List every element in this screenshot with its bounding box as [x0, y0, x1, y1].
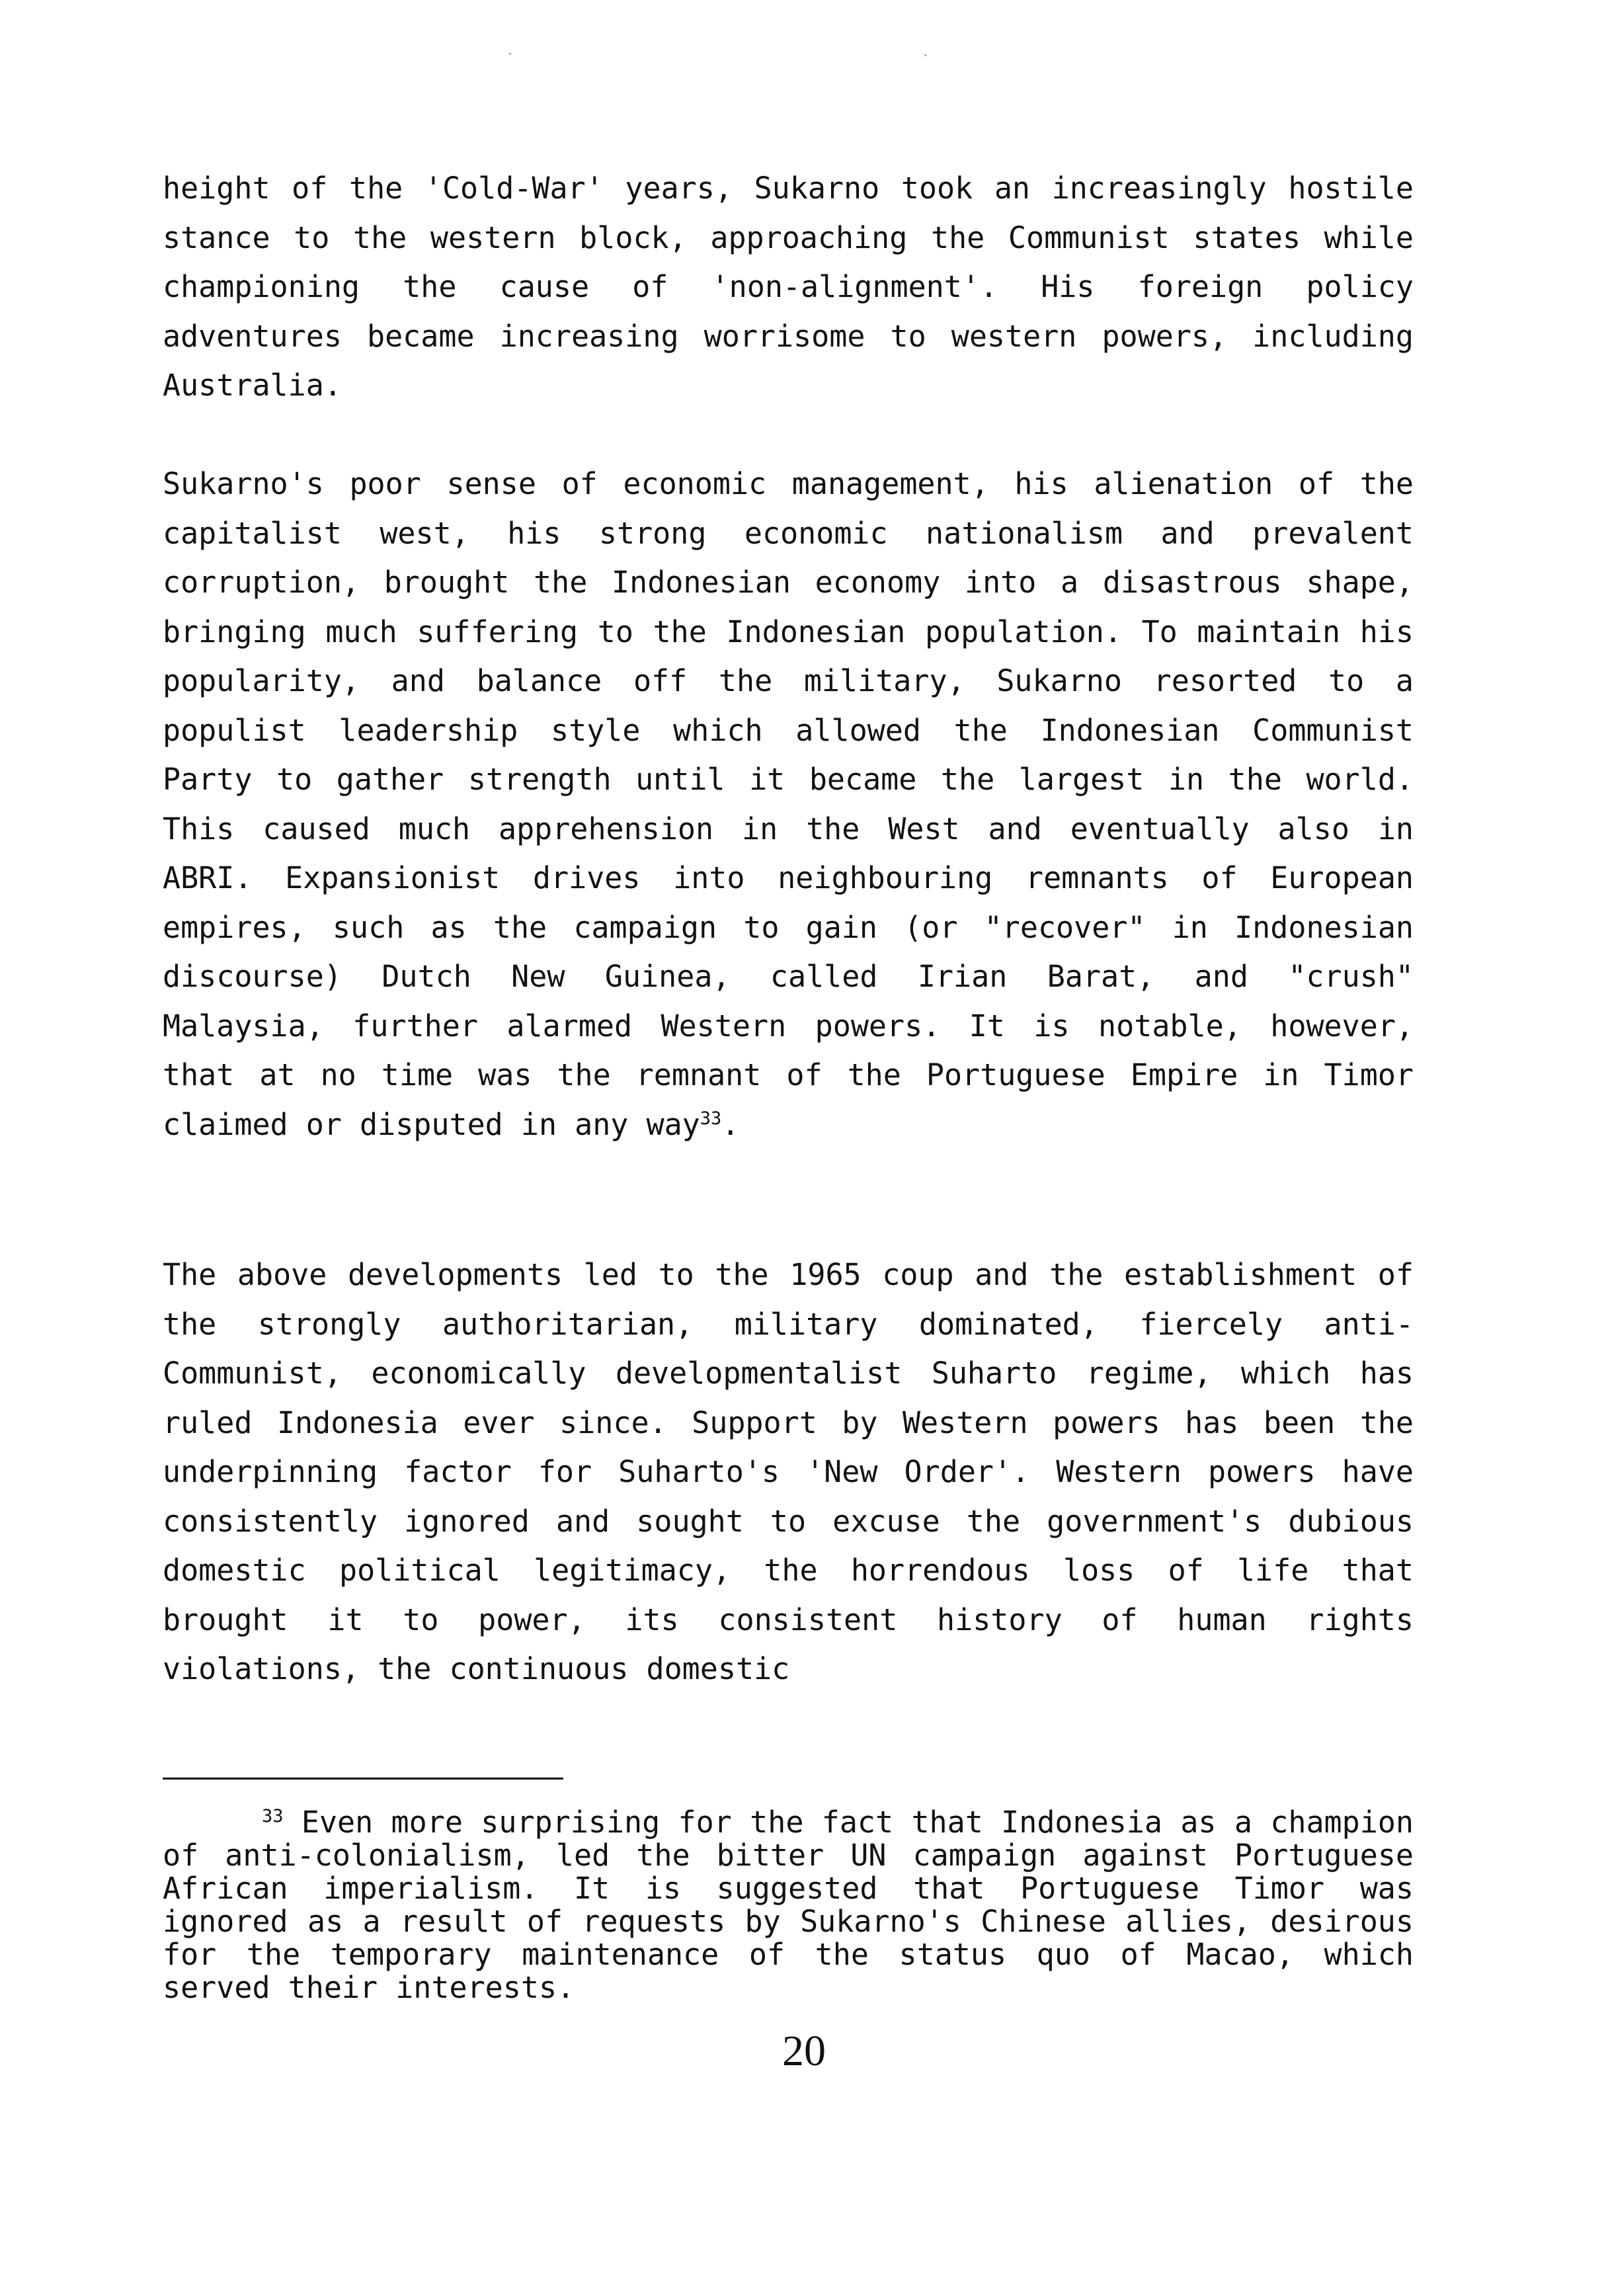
- scan-speck: [509, 53, 511, 55]
- paragraph-1: height of the 'Cold-War' years, Sukarno took an increasingly hostile stance to the western block, approaching the Communist states while championing the cause of 'non-alignment'. His foreign policy adventures became increasing worrisome to western powers, including Australia.: [163, 171, 1414, 403]
- paragraph-3: The above developments led to the 1965 coup and the establishment of the strongly authoritarian, military dominated, fiercely anti-Communist, economically developmentalist Suharto regime, which has ruled Indonesia ever since. Support by Western powers has been the underpinning factor for Suharto's 'New Order'. Western powers have consistently ignored and sought to excuse the government's dubious domestic political legitimacy, the horrendous loss of life that brought it to power, its consistent history of human rights violations, the continuous domestic: [163, 1257, 1414, 1686]
- page-number: 20: [782, 2027, 826, 2075]
- footnote-reference: 33: [700, 1108, 722, 1129]
- footnote: [163, 1806, 1414, 2004]
- footnote-text: Even more surprising for the fact that Indonesia as a champion of anti-colonialism, led the bitter UN campaign against Portuguese African imperialism. It is suggested that Portuguese Timor was ignored as a result of requests by Sukarno's Chinese allies, desirous for the temporary maintenance of the status quo of Macao, which served their interests.: [163, 1805, 1414, 2005]
- scan-speck: [924, 54, 926, 56]
- footnote-number: 33: [262, 1806, 284, 1826]
- paragraph-2: [163, 460, 1414, 1149]
- paragraph-2-text: Sukarno's poor sense of economic management, his alienation of the capitalist west, his strong economic nationalism and prevalent corruption, brought the Indonesian economy into a disastrous shape, bringing much suffering to the Indonesian population. To maintain his popularity, and balance off the military, Sukarno resorted to a populist leadership style which allowed the Indonesian Communist Party to gather strength until it became the largest in the world. This caused much apprehension in the West and eventually also in ABRI. Expansionist drives into neighbouring remnants of European empires, such as the campaign to gain (or "recover" in Indonesian discourse) Dutch New Guinea, called Irian Barat, and "crush" Malaysia, further alarmed Western powers. It is notable, however, that at no time was the remnant of the Portuguese Empire in Timor claimed or disputed in any way: [163, 466, 1414, 1142]
- paragraph-2-tail: .: [721, 1106, 740, 1142]
- footnote-divider: [163, 1778, 563, 1780]
